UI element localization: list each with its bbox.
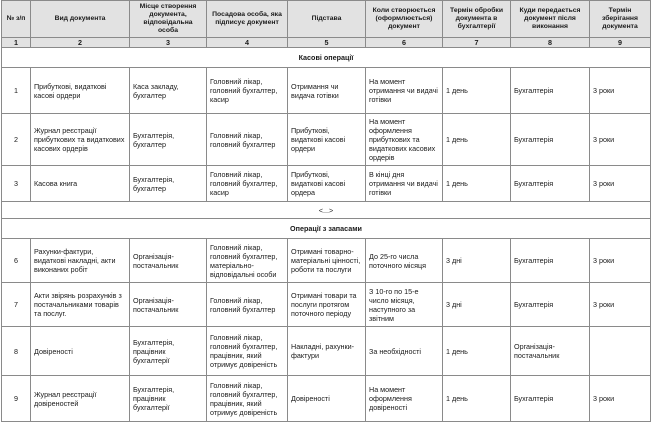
- table-cell: Бухгалтерія, бухгалтер: [130, 166, 207, 202]
- column-number-7: 7: [443, 38, 511, 48]
- table-cell: Касова книга: [31, 166, 130, 202]
- column-number-6: 6: [366, 38, 443, 48]
- table-row: [2, 68, 651, 114]
- table-cell: Рахунки-фактури, видаткові накладні, акти виконаних робіт: [31, 239, 130, 283]
- table-cell: 3 роки: [590, 376, 651, 422]
- column-number-1: 1: [2, 38, 31, 48]
- section-title: Касові операції: [2, 48, 651, 68]
- table-cell: Головний лікар, головний бухгалтер: [207, 283, 288, 327]
- table-cell: Організація-постачальник: [511, 327, 590, 376]
- table-cell: 3 дні: [443, 283, 511, 327]
- table-cell: Головний лікар, головний бухгалтер, матеріально-відповідальні особи: [207, 239, 288, 283]
- table-cell: 8: [2, 327, 31, 376]
- table-row: [2, 283, 651, 327]
- table-cell: Організація-постачальник: [130, 283, 207, 327]
- column-number-9: 9: [590, 38, 651, 48]
- table-cell: Бухгалтерія: [511, 114, 590, 166]
- table-cell: Бухгалтерія: [511, 68, 590, 114]
- table-cell: Головний лікар, головний бухгалтер, касир: [207, 68, 288, 114]
- table-body: [2, 48, 651, 422]
- table-cell: Головний лікар, головний бухгалтер, працівник, який отримує довіреність: [207, 327, 288, 376]
- column-number-3: 3: [130, 38, 207, 48]
- table-cell: 3 роки: [590, 114, 651, 166]
- table-row: [2, 239, 651, 283]
- table-cell: Бухгалтерія: [511, 283, 590, 327]
- table-row: [2, 376, 651, 422]
- table-cell: 1 день: [443, 68, 511, 114]
- table-cell: Довіреності: [31, 327, 130, 376]
- table-cell: З 10-го по 15-е число місяця, наступного за звітним: [366, 283, 443, 327]
- table-cell: Організація-постачальник: [130, 239, 207, 283]
- table-cell: 1 день: [443, 166, 511, 202]
- table-header: [2, 1, 651, 48]
- table-cell: 1: [2, 68, 31, 114]
- table-cell: 1 день: [443, 114, 511, 166]
- table-cell: 1 день: [443, 376, 511, 422]
- table-cell: Накладні, рахунки-фактури: [288, 327, 366, 376]
- table-cell: В кінці дня отримання чи видачі готівки: [366, 166, 443, 202]
- table-cell: Бухгалтерія: [511, 239, 590, 283]
- section-title: Операції з запасами: [2, 219, 651, 239]
- document-workflow-table: [1, 0, 651, 422]
- table-cell: Прибуткові, видаткові касові ордера: [288, 166, 366, 202]
- table-cell: Бухгалтерія: [511, 166, 590, 202]
- ellipsis-text: <...>: [2, 202, 651, 219]
- table-cell: Прибуткові, видаткові касові ордери: [31, 68, 130, 114]
- table-cell: Журнал реєстрації довіреностей: [31, 376, 130, 422]
- column-number-4: 4: [207, 38, 288, 48]
- table-cell: Отримані товари та послуги протягом поточного періоду: [288, 283, 366, 327]
- table-cell: 9: [2, 376, 31, 422]
- table-cell: Прибуткові, видаткові касові ордери: [288, 114, 366, 166]
- table-cell: Головний лікар, головний бухгалтер, працівник, який отримує довіреність: [207, 376, 288, 422]
- table-cell: Бухгалтерія, працівник бухгалтерії: [130, 327, 207, 376]
- table-cell: Довіреності: [288, 376, 366, 422]
- column-header-3: Місце створення документа, відповідальна особа: [130, 1, 207, 38]
- column-number-2: 2: [31, 38, 130, 48]
- table-cell: 6: [2, 239, 31, 283]
- table-cell: На момент отримання чи видачі готівки: [366, 68, 443, 114]
- column-header-4: Посадова особа, яка підписує документ: [207, 1, 288, 38]
- table-cell: До 25-го числа поточного місяця: [366, 239, 443, 283]
- table-cell: Отримання чи видача готівки: [288, 68, 366, 114]
- column-header-8: Куди передається документ після виконання: [511, 1, 590, 38]
- table-cell: 7: [2, 283, 31, 327]
- table-cell: 3 роки: [590, 166, 651, 202]
- column-number-8: 8: [511, 38, 590, 48]
- column-header-9: Термін зберігання документа: [590, 1, 651, 38]
- table-cell: 3 роки: [590, 283, 651, 327]
- table-cell: На момент оформлення прибуткових та видаткових касових ордерів: [366, 114, 443, 166]
- column-header-5: Підстава: [288, 1, 366, 38]
- table-cell: 3 роки: [590, 239, 651, 283]
- column-header-1: № з/п: [2, 1, 31, 38]
- table-cell: 3: [2, 166, 31, 202]
- table-cell: 3 роки: [590, 68, 651, 114]
- table-row: [2, 114, 651, 166]
- table-cell: Головний лікар, головний бухгалтер: [207, 114, 288, 166]
- table-cell: Каса закладу, бухгалтер: [130, 68, 207, 114]
- table-cell: Головний лікар, головний бухгалтер, касир: [207, 166, 288, 202]
- table-cell: За необхідності: [366, 327, 443, 376]
- column-header-6: Коли створюється (оформлюється) документ: [366, 1, 443, 38]
- section-row: [2, 219, 651, 239]
- table-cell: 2: [2, 114, 31, 166]
- table-row: [2, 327, 651, 376]
- table-cell: 1 день: [443, 327, 511, 376]
- table-cell: Журнал реєстрації прибуткових та видаткових касових ордерів: [31, 114, 130, 166]
- column-number-5: 5: [288, 38, 366, 48]
- ellipsis-row: [2, 202, 651, 219]
- table-cell: Бухгалтерія: [511, 376, 590, 422]
- table-cell: На момент оформлення довіреності: [366, 376, 443, 422]
- column-header-2: Вид документа: [31, 1, 130, 38]
- table-cell: Акти звірянь розрахунків з постачальниками товарів та послуг.: [31, 283, 130, 327]
- table-cell: Бухгалтерія, працівник бухгалтерії: [130, 376, 207, 422]
- table-cell: 3 дні: [443, 239, 511, 283]
- table-cell: [590, 327, 651, 376]
- column-header-7: Термін обробки документа в бухгалтерії: [443, 1, 511, 38]
- table-row: [2, 166, 651, 202]
- section-row: [2, 48, 651, 68]
- table-cell: Отримані товарно-матеріальні цінності, роботи та послуги: [288, 239, 366, 283]
- table-cell: Бухгалтерія, бухгалтер: [130, 114, 207, 166]
